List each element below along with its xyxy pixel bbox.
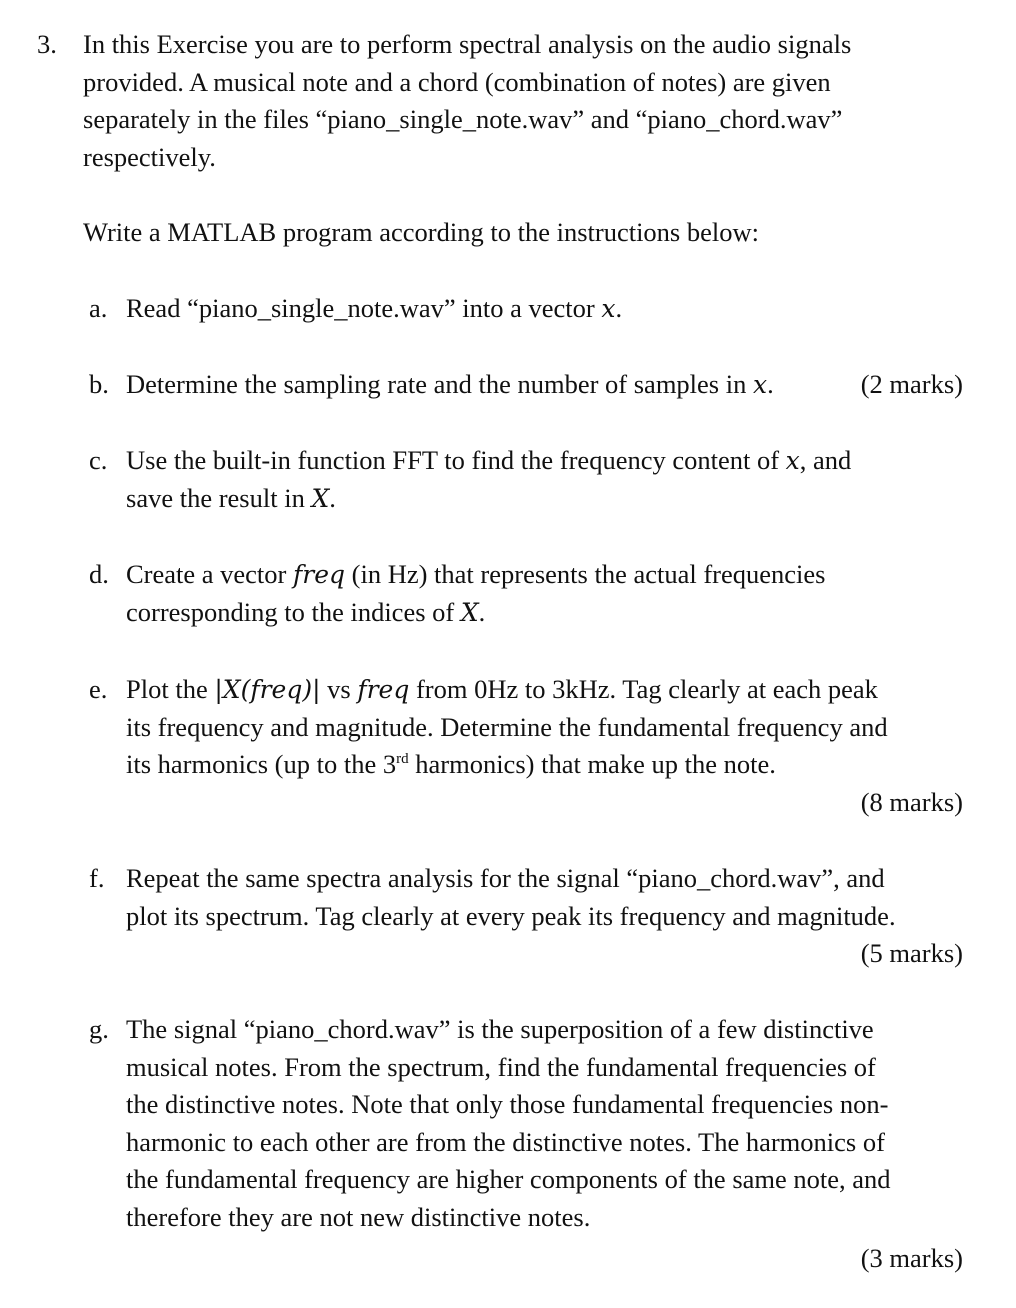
text-line <box>126 442 963 480</box>
text-line: the fundamental frequency are higher components of the same note, and <box>126 1164 891 1194</box>
text-line: musical notes. From the spectrum, find the fundamental frequencies of <box>126 1051 876 1082</box>
part-text <box>126 860 963 973</box>
text-line <box>126 746 963 784</box>
part-c <box>89 442 963 517</box>
text-line: Repeat the same spectra analysis for the signal “piano_chord.wav”, and <box>126 863 885 893</box>
intro-line: respectively. <box>83 141 216 172</box>
text-run: . <box>767 369 774 399</box>
text-line: its frequency and magnitude. Determine the fundamental frequency and <box>126 711 888 742</box>
text-run: . <box>478 596 486 627</box>
marks-label: (2 marks) <box>860 369 963 399</box>
part-text <box>126 442 963 517</box>
text-run: Plot the <box>126 674 215 704</box>
part-letter: c. <box>89 445 108 475</box>
math-expression: |X(freq)| <box>214 675 321 704</box>
part-f <box>89 860 963 973</box>
part-letter: f. <box>89 863 105 893</box>
text-run: . <box>615 293 623 323</box>
text-line: the distinctive notes. Note that only those fundamental frequencies non- <box>126 1089 889 1119</box>
part-letter: e. <box>89 674 108 704</box>
text-line <box>126 671 963 709</box>
intro-line: In this Exercise you are to perform spectral analysis on the audio signals <box>83 29 852 59</box>
part-letter: d. <box>89 559 109 589</box>
text-line <box>126 594 963 632</box>
math-variable: x <box>785 446 800 475</box>
part-text <box>126 556 963 631</box>
text-run: vs <box>320 674 358 704</box>
part-letter: g. <box>89 1014 109 1044</box>
question-intro <box>83 26 963 176</box>
text-run: (in Hz) that represents the actual frequencies <box>345 559 826 589</box>
text-run: save the result in <box>126 482 312 513</box>
marks-label: (8 marks) <box>860 786 963 817</box>
part-text <box>126 366 963 404</box>
math-variable: x <box>601 294 616 323</box>
text-run: harmonics) that make up the note. <box>408 749 776 779</box>
part-text <box>126 1011 963 1278</box>
text-line: harmonic to each other are from the distinctive notes. The harmonics of <box>126 1126 885 1157</box>
text-line: The signal “piano_chord.wav” is the superposition of a few distinctive <box>126 1014 874 1044</box>
marks-label: (5 marks) <box>860 938 963 968</box>
text-run: . <box>329 482 336 513</box>
math-variable: freq <box>293 560 346 589</box>
superscript: rd <box>396 751 409 768</box>
text-run: , and <box>799 445 852 475</box>
instruction-text: Write a MATLAB program according to the instructions below: <box>83 217 759 247</box>
text-run: Use the built-in function FFT to find the frequency content of <box>126 445 786 475</box>
text-line: therefore they are not new distinctive notes. <box>126 1201 591 1232</box>
marks-label: (3 marks) <box>860 1243 963 1273</box>
text-line <box>126 556 963 594</box>
math-variable: x <box>752 370 768 399</box>
text-line <box>126 480 963 518</box>
part-b <box>89 366 963 404</box>
text-line: plot its spectrum. Tag clearly at every peak its frequency and magnitude. <box>126 900 896 931</box>
text-run: Create a vector <box>126 559 293 589</box>
intro-line: provided. A musical note and a chord (combination of notes) are given <box>83 66 831 97</box>
math-variable: freq <box>357 675 410 704</box>
math-variable: X <box>460 597 479 627</box>
text-run: its harmonics (up to the 3 <box>126 749 397 779</box>
part-letter: b. <box>89 369 109 399</box>
part-text <box>126 671 963 821</box>
math-variable: X <box>311 483 330 513</box>
part-text <box>126 290 963 328</box>
question-number: 3. <box>37 29 57 59</box>
part-letter: a. <box>89 293 108 323</box>
part-a <box>89 290 963 328</box>
part-d <box>89 556 963 631</box>
part-g <box>89 1011 963 1278</box>
text-run: Read “piano_single_note.wav” into a vector <box>126 293 602 323</box>
text-run: corresponding to the indices of <box>126 596 461 627</box>
text-run: Determine the sampling rate and the number of samples in <box>126 369 753 399</box>
intro-line: separately in the files “piano_single_note.wav” and “piano_chord.wav” <box>83 104 843 134</box>
part-e <box>89 671 963 821</box>
text-run: from 0Hz to 3kHz. Tag clearly at each peak <box>409 674 878 704</box>
